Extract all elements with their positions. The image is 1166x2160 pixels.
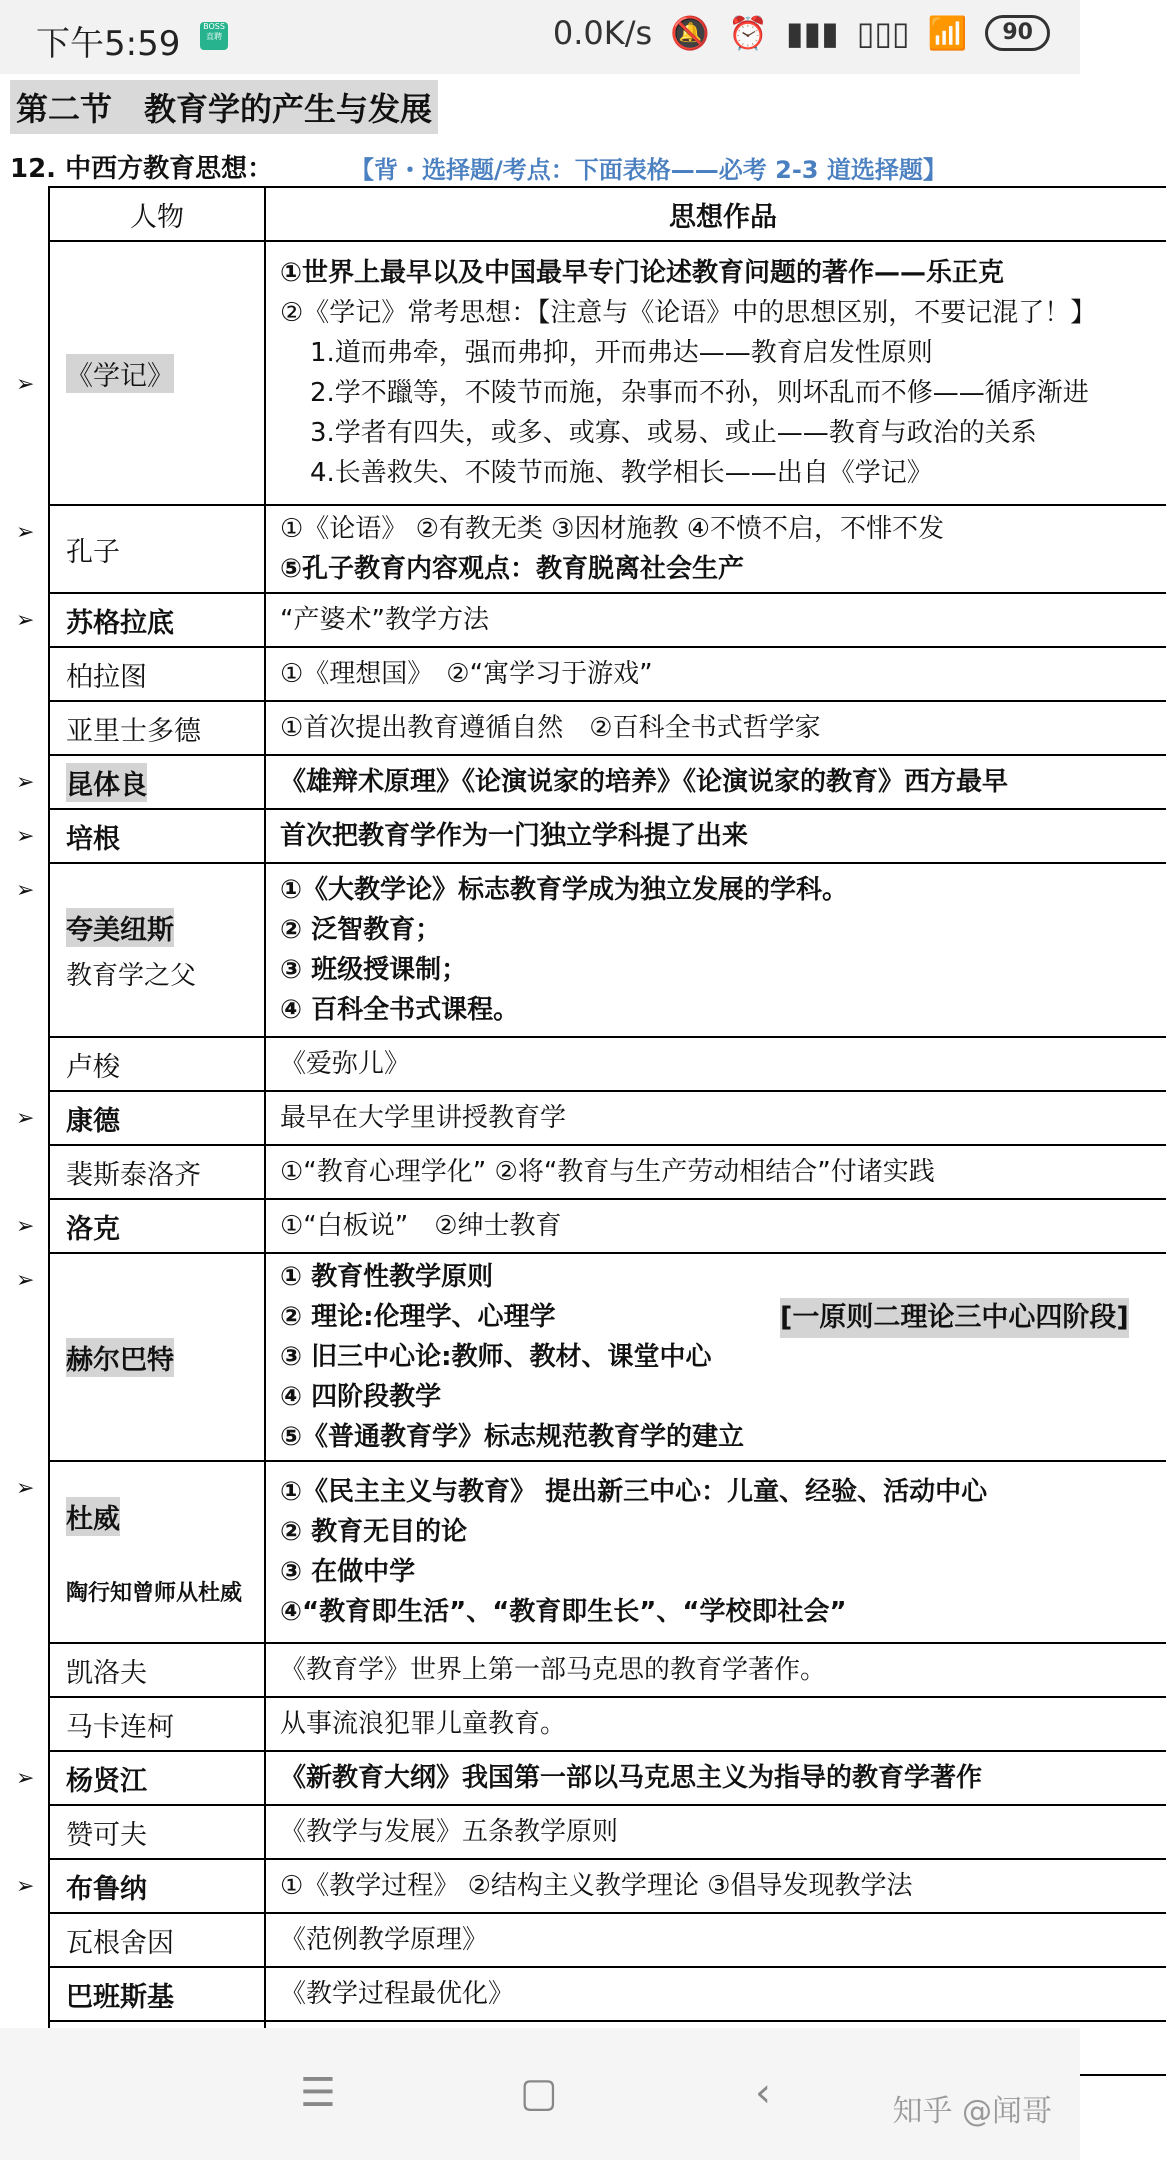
person-name: 赫尔巴特	[66, 1338, 174, 1377]
person-name-cell	[50, 1146, 266, 1198]
work-cell	[266, 1968, 1166, 2020]
bullet-arrow-icon: ➢	[16, 1476, 35, 1501]
work-cell	[266, 1806, 1166, 1858]
work-cell	[266, 1860, 1166, 1912]
header-name: 人物	[50, 188, 266, 240]
bullet-arrow-icon: ➢	[16, 608, 35, 633]
person-name-cell	[50, 1092, 266, 1144]
person-name: 柏拉图	[66, 661, 147, 693]
mnemonic-tag: [一原则二理论三中心四阶段]	[780, 1298, 1129, 1338]
work-line: 从事流浪犯罪儿童教育。	[280, 1709, 567, 1739]
work-cell	[266, 1462, 1166, 1642]
work-line: ③ 在做中学	[280, 1557, 416, 1587]
bullet-arrow-icon: ➢	[16, 1766, 35, 1791]
work-line: ⑤孔子教育内容观点：教育脱离社会生产	[280, 554, 745, 584]
work-cell	[266, 648, 1166, 700]
person-name-cell	[50, 756, 266, 808]
work-line: ①《大教学论》标志教育学成为独立发展的学科。	[280, 875, 849, 905]
work-cell	[266, 1146, 1166, 1198]
bullet-arrow-icon: ➢	[16, 1268, 35, 1293]
question-label: 12. 中西方教育思想：	[10, 154, 274, 184]
table-row	[16, 1752, 1166, 1806]
person-name: 《学记》	[66, 354, 174, 393]
person-subtitle: 教育学之父	[66, 961, 197, 991]
menu-icon[interactable]: ☰	[300, 2070, 336, 2116]
home-icon[interactable]: ▢	[520, 2070, 558, 2116]
bullet-arrow-icon: ➢	[16, 824, 35, 849]
table-header	[50, 188, 1166, 242]
work-cell	[266, 810, 1166, 862]
work-cell	[266, 864, 1166, 1036]
person-name-cell	[50, 594, 266, 646]
work-cell	[266, 1752, 1166, 1804]
work-line: “产婆术”教学方法	[280, 605, 489, 635]
person-name: 杨贤江	[66, 1765, 147, 1797]
alarm-icon: ⏰	[728, 14, 768, 52]
person-name: 昆体良	[66, 763, 147, 802]
table-row	[50, 1914, 1166, 1968]
clock: 下午5:59	[36, 24, 181, 64]
person-name-cell	[50, 1698, 266, 1750]
work-cell	[266, 702, 1166, 754]
person-name-cell	[50, 506, 266, 592]
person-name: 亚里士多德	[66, 715, 201, 747]
work-line: 最早在大学里讲授教育学	[280, 1103, 567, 1133]
person-name: 巴班斯基	[66, 1981, 174, 2013]
work-cell	[266, 1254, 1166, 1460]
person-name: 赞可夫	[66, 1819, 147, 1851]
table-row	[50, 702, 1166, 756]
work-line: 1.道而弗牵，强而弗抑，开而弗达——教育启发性原则	[310, 338, 933, 368]
work-line: 首次把教育学作为一门独立学科提了出来	[280, 821, 749, 851]
person-name-cell	[50, 1254, 266, 1460]
person-name: 裴斯泰洛齐	[66, 1159, 201, 1191]
bullet-arrow-icon: ➢	[16, 1874, 35, 1899]
person-name-cell	[50, 648, 266, 700]
person-name-cell	[50, 810, 266, 862]
work-cell	[266, 1038, 1166, 1090]
person-subtitle: 陶行知曾师从杜威	[66, 1581, 243, 1606]
work-line: ② 泛智教育；	[280, 915, 442, 945]
bullet-arrow-icon: ➢	[16, 770, 35, 795]
table-row	[50, 1968, 1166, 2022]
table-row	[16, 1092, 1166, 1146]
work-line: ③ 旧三中心论:教师、教材、课堂中心	[280, 1342, 712, 1372]
wifi-icon: 📶	[927, 14, 968, 52]
work-cell	[266, 1698, 1166, 1750]
work-line: 2.学不躐等，不陵节而施，杂事而不孙，则坏乱而不修——循序渐进	[310, 378, 1089, 408]
work-line: 4.长善救失、不陵节而施、教学相长——出自《学记》	[310, 458, 933, 488]
work-line: ② 理论:伦理学、心理学	[280, 1302, 556, 1332]
work-line: ②《学记》常考思想：【注意与《论语》中的思想区别，不要记混了！】	[280, 298, 1097, 328]
status-icons	[553, 14, 1050, 52]
document-image	[0, 74, 1129, 2028]
work-cell	[266, 1200, 1166, 1252]
work-cell	[266, 1644, 1166, 1696]
work-line: ①《教学过程》 ②结构主义教学理论 ③倡导发现教学法	[280, 1871, 913, 1901]
section-title: 第二节 教育学的产生与发展	[10, 80, 438, 134]
person-name: 康德	[66, 1105, 120, 1137]
person-name-cell	[50, 1462, 266, 1642]
back-icon[interactable]: ‹	[755, 2070, 771, 2116]
person-name-cell	[50, 1860, 266, 1912]
work-line: ①《民主主义与教育》 提出新三中心：儿童、经验、活动中心	[280, 1477, 988, 1507]
person-name: 马卡连柯	[66, 1711, 174, 1743]
person-name-cell	[50, 1968, 266, 2020]
work-line: ④ 四阶段教学	[280, 1382, 442, 1412]
work-cell	[266, 242, 1166, 504]
person-name-cell	[50, 1806, 266, 1858]
work-line: ② 教育无目的论	[280, 1517, 468, 1547]
bullet-arrow-icon: ➢	[16, 372, 35, 397]
question-note: 【背・选择题/考点：下面表格——必考 2-3 道选择题】	[350, 156, 947, 184]
work-line: ①“白板说” ②绅士教育	[280, 1211, 562, 1241]
person-name-cell	[50, 702, 266, 754]
work-line: ①世界上最早以及中国最早专门论述教育问题的著作——乐正克	[280, 258, 1005, 288]
work-line: ① 教育性教学原则	[280, 1262, 494, 1292]
person-name: 瓦根舍因	[66, 1927, 174, 1959]
battery-indicator: 90	[985, 15, 1050, 51]
table-row	[16, 594, 1166, 648]
person-name-cell	[50, 242, 266, 504]
work-line: 《新教育大纲》我国第一部以马克思主义为指导的教育学著作	[280, 1763, 983, 1793]
header-work: 思想作品	[669, 201, 777, 233]
person-name: 洛克	[66, 1213, 120, 1245]
person-name-cell	[50, 1914, 266, 1966]
work-line: ①首次提出教育遵循自然 ②百科全书式哲学家	[280, 713, 821, 743]
person-name-cell	[50, 1752, 266, 1804]
table-row	[50, 648, 1166, 702]
bullet-arrow-icon: ➢	[16, 878, 35, 903]
work-line: 《教学过程最优化》	[280, 1979, 515, 2009]
mute-icon: 🔕	[670, 14, 711, 52]
person-name-cell	[50, 1200, 266, 1252]
signal2-icon: ▯▯▯	[856, 14, 910, 52]
work-line: 《雄辩术原理》《论演说家的培养》《论演说家的教育》西方最早	[280, 767, 1009, 797]
work-cell	[266, 1092, 1166, 1144]
work-line: ④ 百科全书式课程。	[280, 995, 520, 1025]
table-row	[16, 864, 1166, 1038]
table-row	[50, 1038, 1166, 1092]
person-name-cell	[50, 864, 266, 1036]
work-line: 《爱弥儿》	[280, 1049, 411, 1079]
signal-icon: ▮▮▮	[785, 14, 839, 52]
status-bar	[0, 0, 1080, 74]
work-cell	[266, 756, 1166, 808]
table-row	[16, 810, 1166, 864]
table-row	[16, 1200, 1166, 1254]
person-name: 凯洛夫	[66, 1657, 147, 1689]
bullet-arrow-icon: ➢	[16, 1106, 35, 1131]
person-name: 孔子	[66, 536, 120, 568]
person-name: 卢梭	[66, 1051, 120, 1083]
work-cell	[266, 1914, 1166, 1966]
person-name-cell	[50, 1644, 266, 1696]
work-line: ⑤《普通教育学》标志规范教育学的建立	[280, 1422, 745, 1452]
work-line: ①《理想国》 ②“寓学习于游戏”	[280, 659, 653, 689]
thought-table	[16, 186, 1166, 2076]
work-line: ④“教育即生活”、“教育即生长”、“学校即社会”	[280, 1597, 847, 1627]
watermark: 知乎 @闻哥	[892, 2094, 1052, 2129]
network-speed: 0.0K/s	[552, 14, 653, 52]
work-line: ③ 班级授课制；	[280, 955, 468, 985]
person-name: 培根	[66, 823, 120, 855]
table-row	[16, 1462, 1166, 1644]
work-line: ①《论语》 ②有教无类 ③因材施教 ④不愤不启，不悱不发	[280, 514, 945, 544]
bullet-arrow-icon: ➢	[16, 520, 35, 545]
work-cell	[266, 506, 1166, 592]
person-name: 夸美纽斯	[66, 908, 174, 947]
person-name: 苏格拉底	[66, 607, 174, 639]
table-row	[50, 1146, 1166, 1200]
work-line: 3.学者有四失，或多、或寡、或易、或止——教育与政治的关系	[310, 418, 1037, 448]
work-cell	[266, 594, 1166, 646]
table-row	[16, 1254, 1166, 1462]
table-row	[16, 756, 1166, 810]
table-row	[16, 242, 1166, 506]
table-row	[50, 1806, 1166, 1860]
work-line: 《教育学》世界上第一部马克思的教育学著作。	[280, 1655, 827, 1685]
person-name: 杜威	[66, 1497, 120, 1536]
table-row	[50, 1698, 1166, 1752]
table-row	[50, 1644, 1166, 1698]
bullet-arrow-icon: ➢	[16, 1214, 35, 1239]
person-name: 布鲁纳	[66, 1873, 147, 1905]
work-line: ①“教育心理学化” ②将“教育与生产劳动相结合”付诸实践	[280, 1157, 935, 1187]
table-row	[16, 506, 1166, 594]
work-line: 《范例教学原理》	[280, 1925, 489, 1955]
table-row	[16, 1860, 1166, 1914]
work-line: 《教学与发展》五条教学原则	[280, 1817, 619, 1847]
boss-app-icon: BOSS直聘	[200, 22, 228, 50]
person-name-cell	[50, 1038, 266, 1090]
